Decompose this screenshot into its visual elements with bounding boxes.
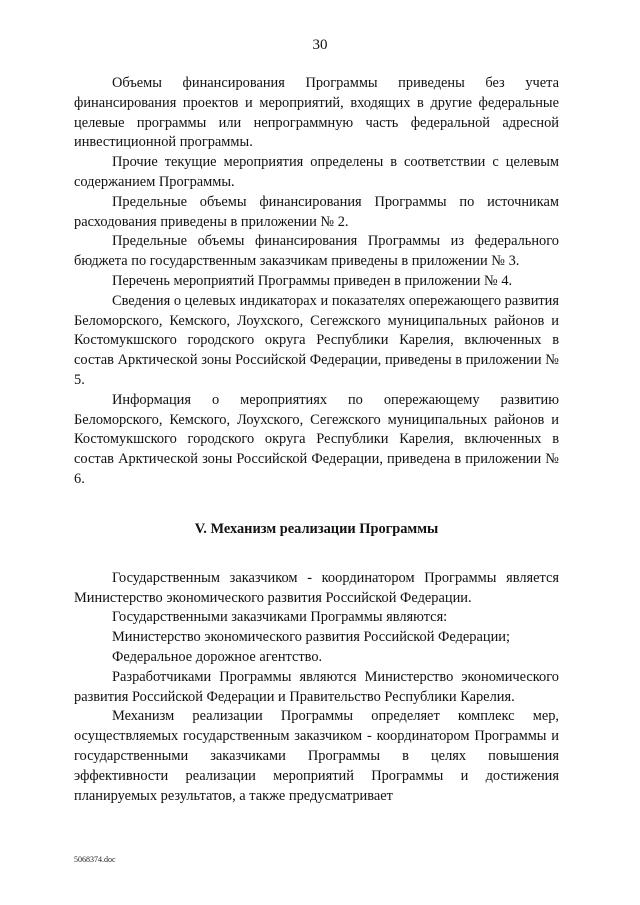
page-number: 30 xyxy=(312,37,328,53)
document-file-code: 5068374.doc xyxy=(74,855,116,864)
paragraph-customer-road-agency: Федеральное дорожное агентство. xyxy=(112,648,323,665)
paragraph-current-activities: Прочие текущие мероприятия определены в соответствии с целевым содержанием Программы. xyxy=(74,154,559,190)
paragraph-target-indicators: Сведения о целевых индикаторах и показателях опережающего развития Беломорского, Кемского, Лоухского, Сегежского муниципальных районов и Костомукшского городского округа Республики Карелия, включенных в состав Арктической зоны Российской Федерации, приведены в приложении № 5. xyxy=(74,292,559,388)
paragraph-activities-list: Перечень мероприятий Программы приведен в приложении № 4. xyxy=(112,272,513,289)
paragraph-developers: Разработчиками Программы являются Министерство экономического развития Российской Федерации и Правительство Республики Карелия. xyxy=(74,668,559,705)
document-body xyxy=(74,74,559,806)
paragraph-federal-budget-funding: Предельные объемы финансирования Программы из федерального бюджета по государственным заказчикам приведены в приложении № 3. xyxy=(74,233,559,270)
section-heading: V. Механизм реализации Программы xyxy=(194,520,439,537)
paragraph-development-info: Информация о мероприятиях по опережающему развитию Беломорского, Кемского, Лоухского, Сегежского муниципальных районов и Костомукшского городского округа Республики Карелия, включенных в состав Арктической зоны Российской Федерации, приведена в приложении № 6. xyxy=(74,391,559,487)
paragraph-customer-ministry: Министерство экономического развития Российской Федерации; xyxy=(112,629,510,646)
paragraph-funding-exclusions: Объемы финансирования Программы приведены без учета финансирования проектов и мероприятий, входящих в другие федеральные целевые программы или непрограммную часть федеральной адресной инвестиционной программы. xyxy=(74,75,559,151)
paragraph-mechanism: Механизм реализации Программы определяет комплекс мер, осуществляемых государственным заказчиком - координатором Программы и государственными заказчиками Программы в целях повышения эффективности реализации мероприятий Программы и достижения планируемых результатов, а также предусматривает xyxy=(74,708,559,804)
paragraph-coordinator: Государственным заказчиком - координатором Программы является Министерство экономического развития Российской Федерации. xyxy=(74,569,559,606)
paragraph-customers-intro: Государственными заказчиками Программы являются: xyxy=(112,609,448,626)
paragraph-funding-by-source: Предельные объемы финансирования Программы по источникам расходования приведены в приложении № 2. xyxy=(74,193,559,230)
